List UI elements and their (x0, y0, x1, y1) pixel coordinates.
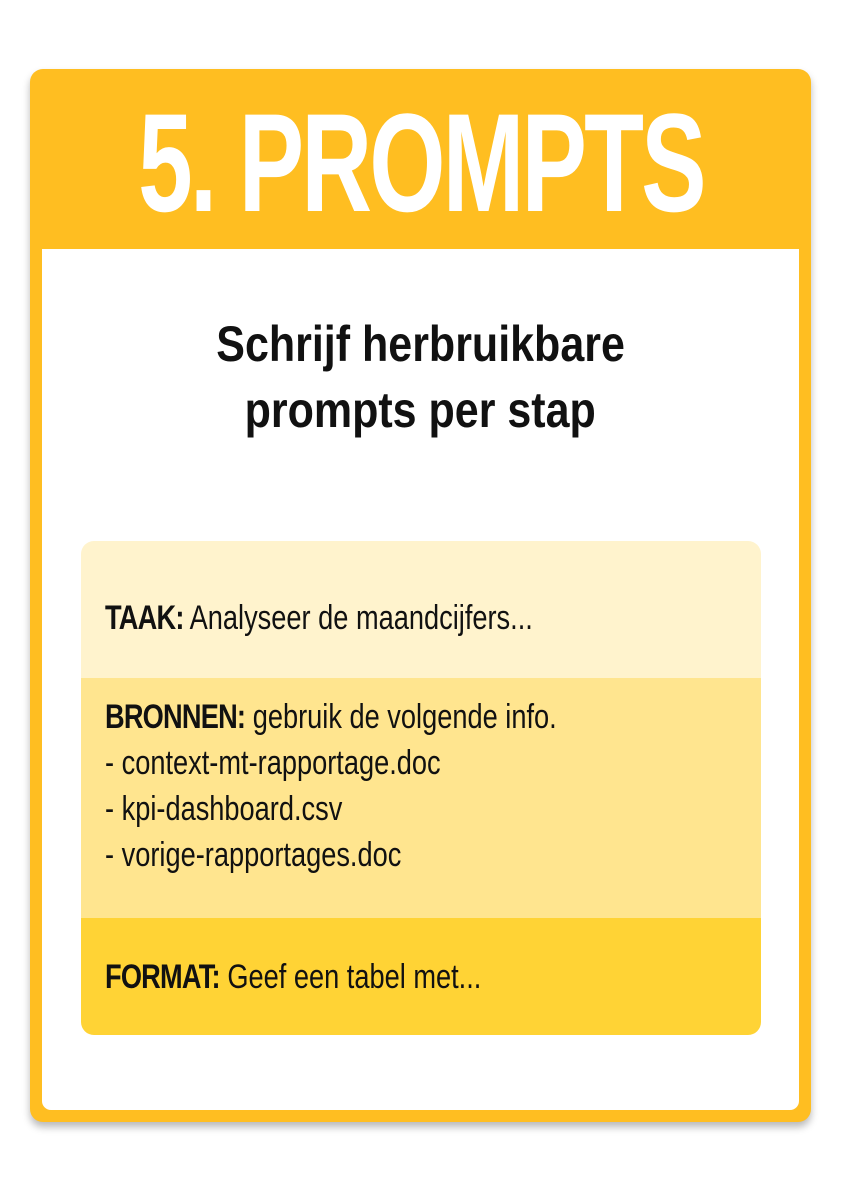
task-line (105, 595, 533, 641)
sources-line (105, 694, 557, 740)
card-title: 5. PROMPTS (137, 84, 704, 241)
sources-label: BRONNEN: (105, 698, 246, 736)
prompt-template-box (81, 541, 761, 1035)
format-text: Geef een tabel met... (219, 958, 482, 996)
source-item: - kpi-dashboard.csv (105, 790, 343, 828)
task-label: TAAK: (105, 599, 184, 637)
card-subtitle (42, 311, 799, 443)
format-line (105, 954, 481, 1000)
source-item: - vorige-rapportages.doc (105, 836, 402, 874)
prompts-card (30, 69, 811, 1122)
subtitle-line-1: Schrijf herbruikbare (216, 316, 625, 372)
sources-section (81, 678, 761, 918)
source-item: - context-mt-rapportage.doc (105, 744, 441, 782)
subtitle-line-2: prompts per stap (244, 382, 597, 438)
task-text: Analyseer de maandcijfers... (183, 599, 533, 637)
task-section (81, 541, 761, 678)
format-label: FORMAT: (105, 958, 220, 996)
sources-text: gebruik de volgende info. (245, 698, 557, 736)
card-body (42, 249, 799, 1110)
sources-lines (105, 694, 670, 878)
card-header (30, 69, 811, 249)
format-section (81, 918, 761, 1035)
